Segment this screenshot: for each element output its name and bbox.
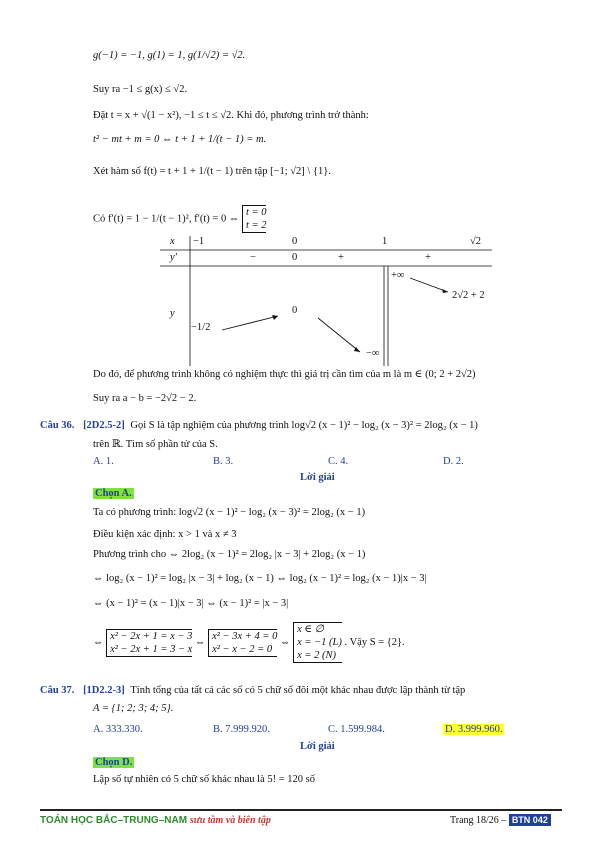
question-37-tag: [1D2.2-3] (83, 685, 125, 696)
question-37-option-c: C. 1.599.984. (328, 724, 385, 735)
question-36-option-c: C. 4. (328, 456, 349, 467)
footer-badge: BTN 042 (509, 814, 551, 826)
question-37-text: Tính tổng của tất cả các số có 5 chữ số đôi một khác nhau được lập thành từ tập (130, 685, 466, 696)
solution-line-conclusion: Do đó, để phương trình không có nghiệm thực thì giá trị cần tìm của m là m ∈ (0; 2 + 2√2) (93, 369, 476, 380)
footer-brand-title: TOÁN HỌC BẮC–TRUNG–NAM (40, 815, 188, 826)
question-36-tag: [2D2.5-2] (83, 420, 125, 431)
question-36-solution-heading: Lời giải (300, 472, 335, 483)
question-37-option-b: B. 7.999.920. (213, 724, 270, 735)
question-36-option-b: B. 3. (213, 456, 234, 467)
system-3-eq-3: x = 2 (N) (297, 650, 336, 662)
system-3-eq-2: x = −1 (L) (297, 637, 342, 649)
table-x-label: x (170, 236, 175, 247)
footer-brand-tagline: sưu tầm và biên tập (189, 815, 271, 826)
table-x-v3: 1 (382, 236, 388, 247)
arrow-head-3 (442, 289, 448, 293)
system-1-eq-2: x² − 2x + 1 = 3 − x (110, 643, 193, 655)
question-36-step-1: Ta có phương trình: log√2 (x − 1)² − log₂ (x − 3)² = 2log₂ (x − 1) (93, 507, 366, 518)
question-37-option-d-highlight: D. 3.999.960. (445, 724, 503, 735)
question-36-conclusion: . Vậy S = {2}. (344, 637, 405, 649)
question-37-answer (93, 757, 134, 768)
solution-line-equation-t: t² − mt + m = 0 ⇔ t + 1 + 1/(t − 1) = m. (93, 134, 267, 145)
solution-line-result: Suy ra a − b = −2√2 − 2. (93, 393, 197, 404)
derivative-roots (242, 205, 267, 233)
derivative-text: Có f′(t) = 1 − 1/(t − 1)², f′(t) = 0 ⇔ (93, 213, 240, 225)
system-1 (106, 629, 192, 657)
question-37-option-a: A. 333.330. (93, 724, 143, 735)
question-36-step-2: Điều kiện xác định: x > 1 và x ≠ 3 (93, 529, 237, 540)
table-x-v1: −1 (193, 236, 205, 247)
question-37-option-d (443, 724, 504, 735)
variation-table (160, 236, 492, 366)
system-2-eq-1: x² − 3x + 4 = 0 (212, 630, 278, 642)
question-36-text-2: trên ℝ. Tìm số phần tử của S. (93, 439, 218, 450)
question-37-number: Câu 37. (40, 685, 75, 696)
table-yp-zero: 0 (292, 252, 298, 263)
footer-page-number: Trang 18/26 – (450, 815, 507, 826)
table-y-v1: −1/2 (191, 322, 211, 333)
solution-line-range: Suy ra −1 ≤ g(x) ≤ √2. (93, 84, 188, 95)
system-3 (293, 622, 342, 663)
question-36-step-6: ⇔ x² − 2x + 1 = x − 3 x² − 2x + 1 = 3 − x ⇔ x² − 3x + 4 = 0 x² − x − 2 = 0 ⇔ x ∈ ∅ x = −1 (L) x = 2 (N) . Vậy S = {2}. (93, 622, 405, 663)
table-yp-s1: − (250, 252, 256, 263)
system-1-eq-1: x² − 2x + 1 = x − 3 (110, 630, 193, 642)
question-37-answer-badge: Chọn D. (95, 757, 133, 768)
question-37-header (40, 685, 465, 696)
root-t2: t = 2 (245, 220, 267, 232)
system-2 (208, 629, 277, 657)
question-36-option-a: A. 1. (93, 456, 114, 467)
table-x-v2: 0 (292, 236, 298, 247)
solution-line-derivative (93, 205, 266, 233)
footer-page-info (450, 815, 551, 826)
solution-line-function: Xét hàm số f(t) = t + 1 + 1/(t − 1) trên tập [−1; √2] \ {1}. (93, 166, 331, 177)
question-37-solution-heading: Lời giải (300, 741, 335, 752)
solution-line-substitution: Đặt t = x + √(1 − x²), −1 ≤ t ≤ √2. Khi đó, phương trình trở thành: (93, 110, 369, 121)
question-36-answer-badge: Chọn A. (95, 488, 132, 499)
question-36-step-4: ⇔ log₂ (x − 1)² = log₂ |x − 3| + log₂ (x − 1) ⇔ log₂ (x − 1)² = log₂ (x − 1)|x − 3| (93, 573, 427, 584)
system-2-eq-2: x² − x − 2 = 0 (212, 643, 273, 655)
root-t0: t = 0 (245, 207, 267, 218)
table-y-v4: +∞ (391, 270, 405, 281)
table-yp-label: y′ (170, 252, 177, 263)
footer-rule (40, 809, 562, 811)
table-y-v5: 2√2 + 2 (452, 290, 485, 301)
table-y-v3: −∞ (366, 348, 380, 359)
question-36-number: Câu 36. (40, 420, 75, 431)
question-36-header (40, 420, 478, 431)
question-36-text: Gọi S là tập nghiệm của phương trình log√2 (x − 1)² − log₂ (x − 3)² = 2log₂ (x − 1) (130, 420, 478, 431)
table-yp-s3: + (425, 252, 431, 263)
question-36-option-d: D. 2. (443, 456, 464, 467)
footer-brand (40, 815, 271, 826)
table-y-label: y (170, 308, 175, 319)
table-yp-s2: + (338, 252, 344, 263)
table-x-v4: √2 (470, 236, 482, 247)
question-36-step-5: ⇔ (x − 1)² = (x − 1)|x − 3| ⇔ (x − 1)² = |x − 3| (93, 598, 289, 609)
question-36-step-3: Phương trình cho ⇔ 2log₂ (x − 1)² = 2log₂ |x − 3| + 2log₂ (x − 1) (93, 549, 366, 560)
arrow-up-1 (222, 316, 278, 330)
system-3-eq-1: x ∈ ∅ (297, 624, 324, 635)
question-36-answer (93, 488, 134, 499)
solution-line-g-values: g(−1) = −1, g(1) = 1, g(1/√2) = √2. (93, 50, 246, 61)
arrow-down-1 (318, 318, 360, 352)
table-y-v2: 0 (292, 305, 298, 316)
question-37-step-1: Lập số tự nhiên có 5 chữ số khác nhau là 5! = 120 số (93, 774, 316, 785)
question-37-text-2: A = {1; 2; 3; 4; 5}. (93, 703, 174, 714)
